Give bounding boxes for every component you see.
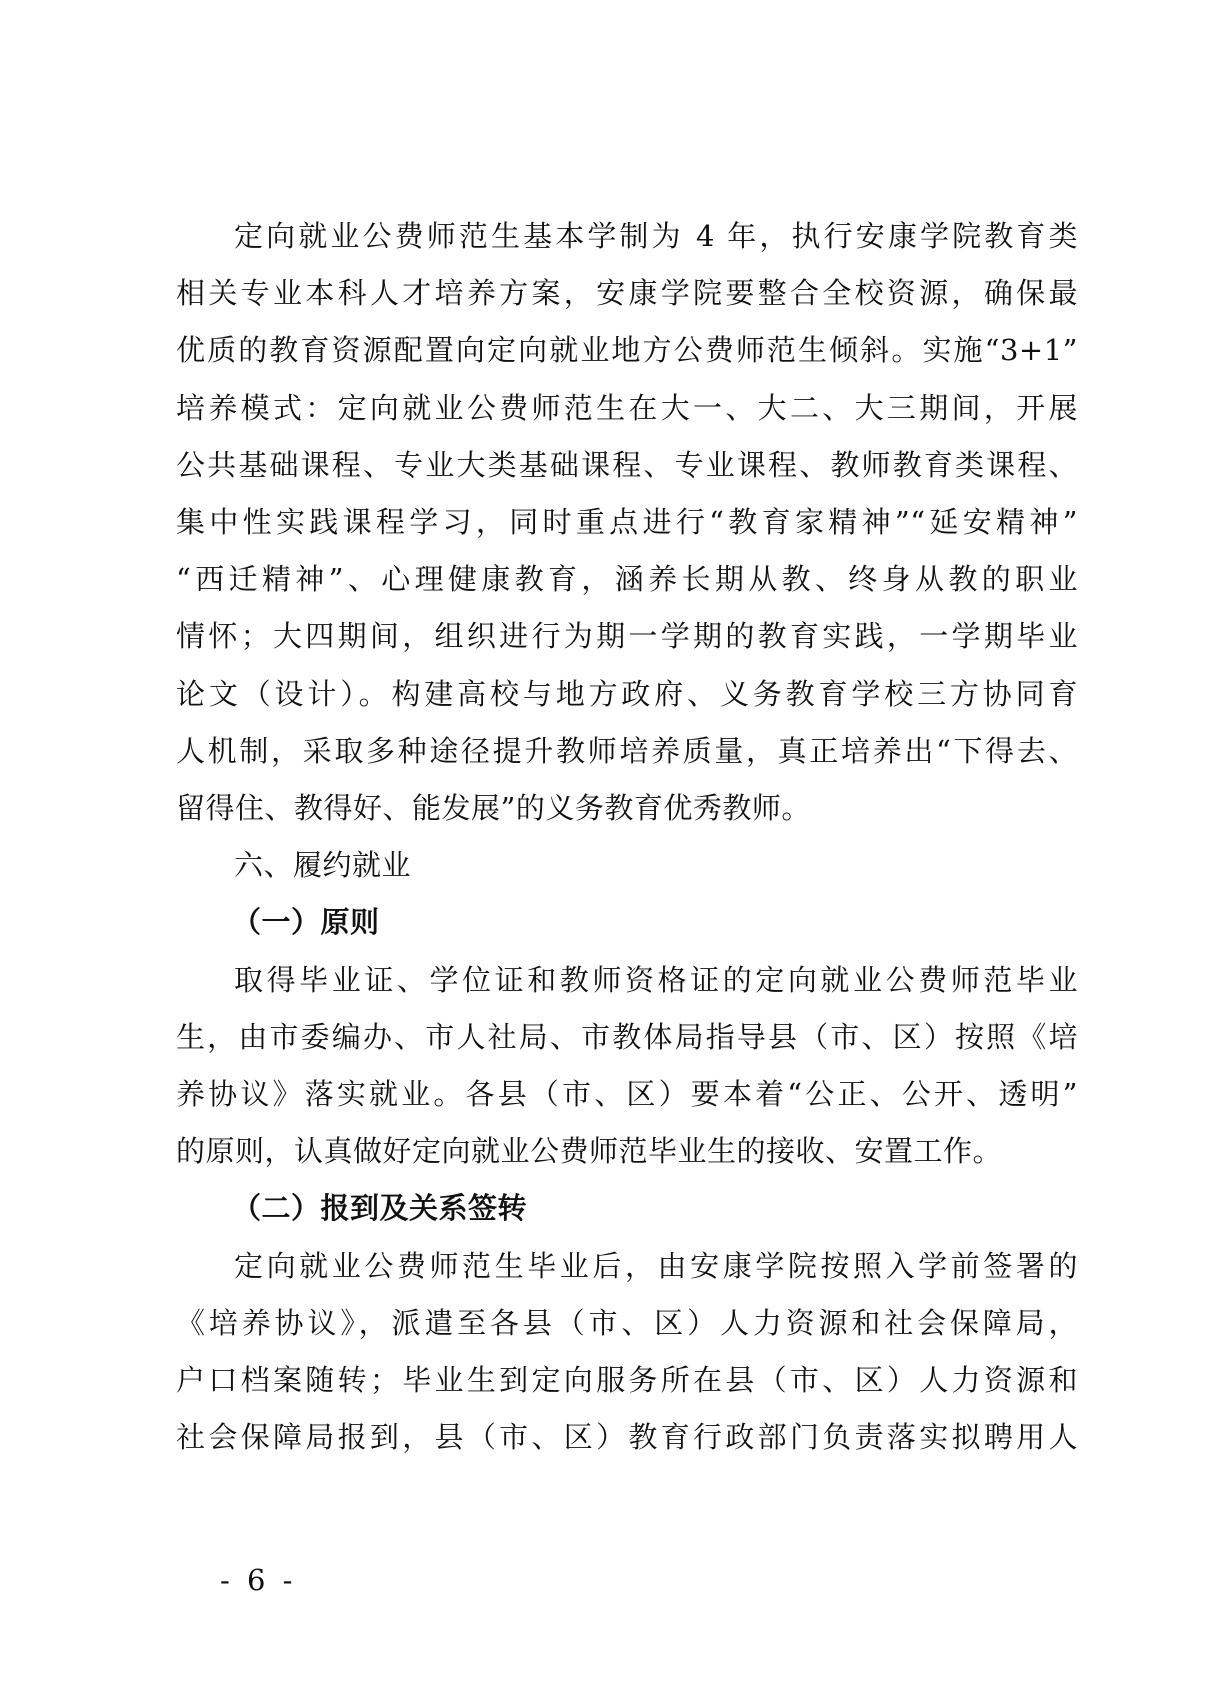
subsection-heading-principle: （一）原则 — [232, 905, 380, 940]
text-line: 《培养协议》，派遣至各县（市、区）人力资源和社会保障局， — [176, 1305, 1078, 1340]
text-line: 情怀；大四期间，组织进行为期一学期的教育实践，一学期毕业 — [176, 619, 1078, 654]
text-line: 户口档案随转；毕业生到定向服务所在县（市、区）人力资源和 — [176, 1363, 1078, 1398]
page-number: - 6 - — [220, 1563, 297, 1597]
text-line: 人机制，采取多种途径提升教师培养质量，真正培养出“下得去、 — [176, 733, 1078, 768]
text-line: 公共基础课程、专业大类基础课程、专业课程、教师教育类课程、 — [176, 447, 1078, 482]
document-body — [176, 208, 1078, 1466]
text-line: “西迁精神”、心理健康教育，涵养长期从教、终身从教的职业 — [176, 562, 1078, 597]
text-line: 论文（设计）。构建高校与地方政府、义务教育学校三方协同育 — [176, 676, 1078, 711]
subsection-heading-registration: （二）报到及关系签转 — [232, 1191, 528, 1226]
text-line: 社会保障局报到，县（市、区）教育行政部门负责落实拟聘用人 — [176, 1420, 1078, 1455]
text-line: 的原则，认真做好定向就业公费师范毕业生的接收、安置工作。 — [176, 1134, 1003, 1169]
text-line: 相关专业本科人才培养方案，安康学院要整合全校资源，确保最 — [176, 276, 1078, 311]
paragraph-principle — [176, 952, 1078, 1181]
text-line: 优质的教育资源配置向定向就业地方公费师范生倾斜。实施“3+1” — [176, 333, 1078, 368]
text-line: 集中性实践课程学习，同时重点进行“教育家精神”“延安精神” — [176, 505, 1078, 540]
paragraph-training-system — [176, 208, 1078, 837]
text-line: 留得住、教得好、能发展”的义务教育优秀教师。 — [176, 791, 811, 826]
section-heading-employment: 六、履约就业 — [234, 848, 412, 883]
text-line: 养协议》落实就业。各县（市、区）要本着“公正、公开、透明” — [176, 1077, 1078, 1112]
paragraph-registration — [176, 1238, 1078, 1467]
text-line: 取得毕业证、学位证和教师资格证的定向就业公费师范毕业 — [234, 962, 1078, 997]
text-line: 定向就业公费师范生基本学制为 4 年，执行安康学院教育类 — [234, 219, 1078, 253]
text-line: 生，由市委编办、市人社局、市教体局指导县（市、区）按照《培 — [176, 1019, 1078, 1054]
text-line: 定向就业公费师范生毕业后，由安康学院按照入学前签署的 — [234, 1248, 1078, 1283]
text-line: 培养模式：定向就业公费师范生在大一、大二、大三期间，开展 — [176, 390, 1078, 425]
